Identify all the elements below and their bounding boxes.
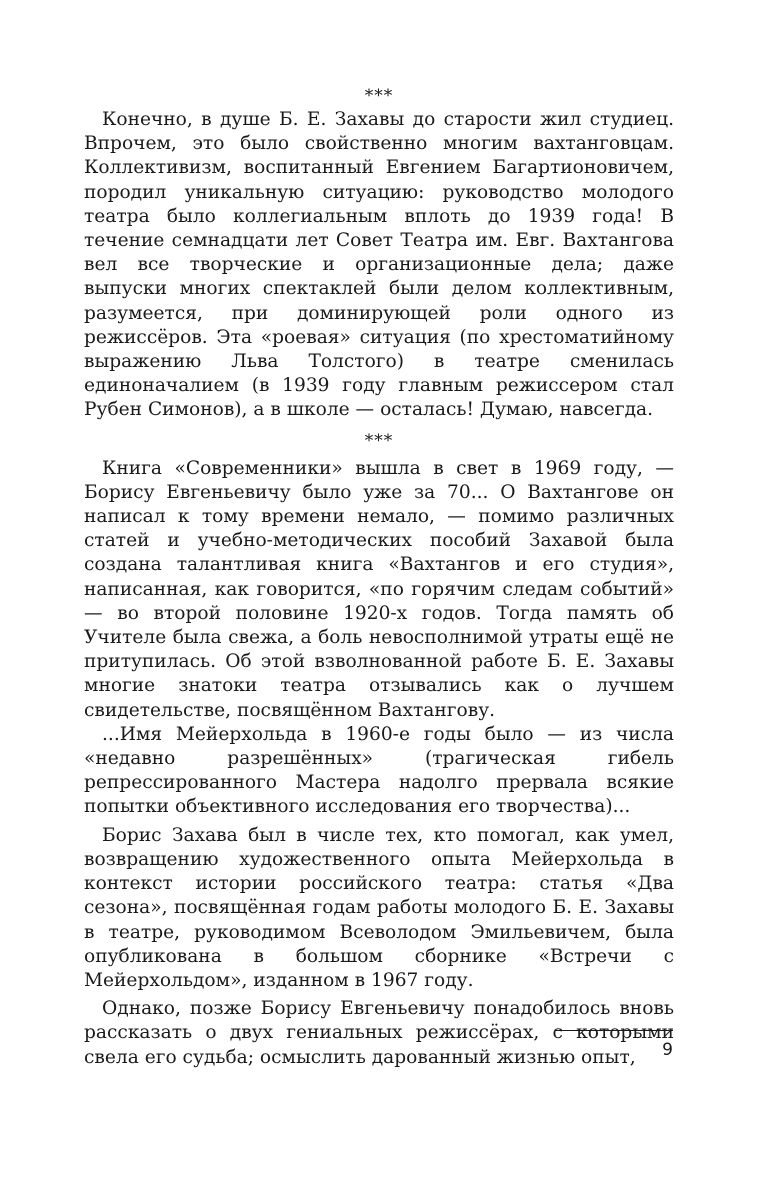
paragraph: Однако, позже Борису Евгеньевичу понадобилось вновь рассказать о двух гениальных режиссёрах, с которыми свела его судьба; осмыслить дарованный жизнью опыт, <box>84 998 674 1068</box>
paragraph: ...Имя Мейерхольда в 1960-е годы было — из числа «недавно разрешённых» (трагическая гибель репрессированного Мастера надолго прервала всякие попытки объективного исследования его творчества)... <box>84 723 674 818</box>
paragraph: Книга «Современники» вышла в свет в 1969 году, — Борису Евгеньевичу было уже за 70... О Вахтангове он написал к тому времени немало, — помимо различных статей и учебно-методических пособий Захавой была создана талантливая книга «Вахтангов и его студия», написанная, как говорится, «по горячим следам событий» — во второй половине 1920-х годов. Тогда память об Учителе была свежа, а боль невосполнимой утраты ещё не притупилась. Об этой взволнованной работе Б. Е. Захавы многие знатоки театра отзывались как о лучшем свидетельстве, посвящённом Вахтангову. <box>84 457 674 721</box>
footer-rule <box>555 1030 673 1031</box>
paragraph: Конечно, в душе Б. Е. Захавы до старости жил студиец. Впрочем, это было свойственно многим вахтанговцам. Коллективизм, воспитанный Евгением Багартионовичем, породил уникальную ситуацию: руководство молодого театра было коллегиальным вплоть до 1939 года! В течение семнадцати лет Совет Театра им. Евг. Вахтангова вел все творческие и организационные дела; даже выпуски многих спектаклей были делом коллективным, разумеется, при доминирующей роли одного из режиссёров. Эта «роевая» ситуация (по хрестоматийному выражению Льва Толстого) в театре сменилась единоначалием (в 1939 году главным режиссером стал Рубен Симонов), а в школе — осталась! Думаю, навсегда. <box>84 109 674 421</box>
section-separator: *** <box>364 86 394 106</box>
page-number: 9 <box>662 1040 673 1060</box>
page-body <box>84 84 674 1070</box>
section-separator: *** <box>364 430 394 451</box>
paragraph: Борис Захава был в числе тех, кто помогал, как умел, возвращению художественного опыта Мейерхольда в контекст истории российского театра: статья «Два сезона», посвящённая годам работы молодого Б. Е. Захавы в театре, руководимом Всеволодом Эмильевичем, была опубликована в большом сборнике «Встречи с Мейерхольдом», изданном в 1967 году. <box>84 824 674 991</box>
